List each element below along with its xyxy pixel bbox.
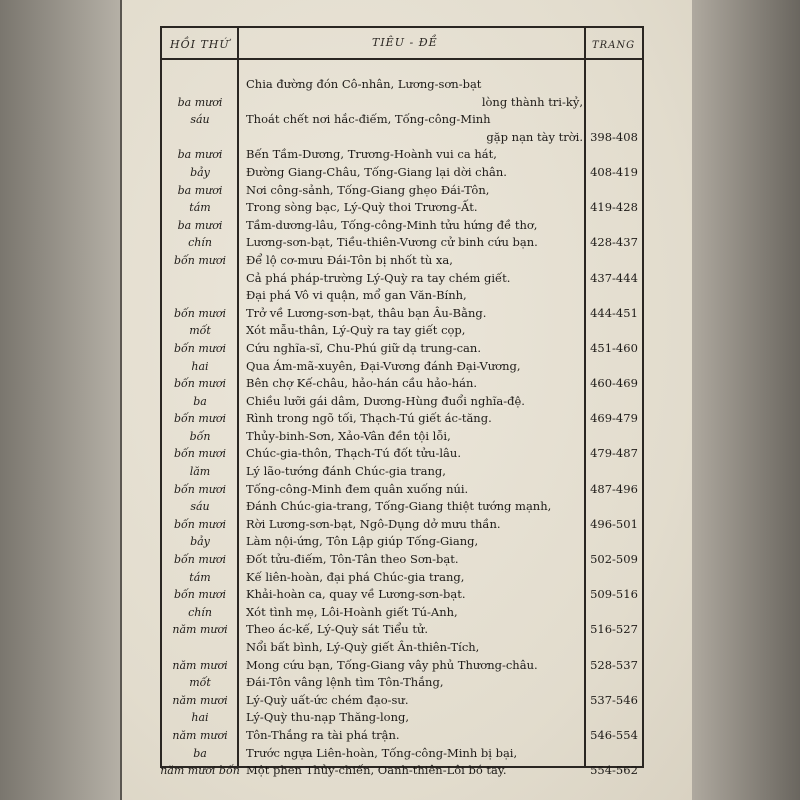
chapter-cell: chín: [188, 236, 212, 250]
chapter-cell: bốn mươi: [173, 377, 226, 391]
title-cell: Một phen Thủy-chiến, Oanh-thiên-Lôi bó tay.: [246, 763, 507, 778]
page-cell: [588, 146, 640, 164]
chapter-cell: bảy: [190, 535, 210, 549]
chapter-cell: bốn mươi: [173, 553, 226, 567]
title-cell: Chúc-gia-thôn, Thạch-Tú đốt tửu-lâu.: [246, 446, 461, 461]
background-right: [690, 0, 800, 800]
chapter-cell: ba mươi: [177, 95, 223, 109]
title-cell: Khải-hoàn ca, quay về Lương-sơn-bạt.: [246, 587, 466, 602]
chapter-cell: bốn mươi: [173, 482, 226, 496]
chapter-cell: năm mươi bốn: [160, 764, 240, 778]
page-cell: [588, 252, 640, 270]
title-cell: Để lộ cơ-mưu Đái-Tôn bị nhốt tù xa,: [246, 252, 453, 267]
chapter-cell: bốn mươi: [173, 306, 226, 320]
title-cell: Rình trong ngõ tối, Thạch-Tú giết ác-tăng.: [246, 411, 492, 426]
title-cell: lòng thành tri-kỷ,: [481, 94, 583, 109]
chapter-cell: tám: [189, 201, 211, 215]
page-cell: [588, 217, 640, 235]
chapter-cell: [160, 639, 240, 657]
title-cell: Qua Ám-mã-xuyên, Đại-Vương đánh Đại-Vương,: [246, 358, 521, 373]
chapter-cell: ba: [193, 394, 207, 408]
chapter-cell: bảy: [190, 165, 210, 179]
chapter-cell: [160, 76, 240, 94]
title-cell: Cứu nghĩa-sĩ, Chu-Phú giữ dạ trung-can.: [246, 340, 481, 355]
header-hoi-thu: HỒI THỨ: [170, 38, 230, 51]
page-cell: 516-527: [590, 622, 638, 637]
title-cell: Làm nội-ứng, Tôn Lập giúp Tống-Giang,: [246, 534, 479, 549]
title-cell: Đốt tửu-điếm, Tôn-Tân theo Sơn-bạt.: [246, 552, 459, 567]
title-cell: Chia đường đón Cô-nhân, Lương-sơn-bạt: [246, 77, 482, 91]
chapter-cell: năm mươi: [172, 623, 228, 637]
page-cell: 469-479: [590, 411, 638, 426]
chapter-cell: [160, 270, 240, 288]
page-column: [588, 76, 640, 780]
page-cell: [588, 182, 640, 200]
chapter-cell: bốn mươi: [173, 341, 226, 355]
chapter-cell: sáu: [190, 500, 210, 514]
page-cell: [588, 569, 640, 587]
page-cell: [588, 639, 640, 657]
title-cell: Bên chợ Kế-châu, hảo-hán cầu hảo-hán.: [246, 376, 478, 391]
title-cell: Nổi bất bình, Lý-Quỳ giết Ân-thiên-Tích,: [246, 640, 480, 654]
chapter-cell: hai: [191, 711, 209, 725]
page-cell: 528-537: [590, 657, 638, 672]
title-cell: Thủy-binh-Sơn, Xảo-Vân đền tội lỗi,: [246, 428, 451, 443]
chapter-column: [160, 76, 240, 780]
page-cell: [588, 428, 640, 446]
chapter-cell: năm mươi: [172, 658, 228, 672]
title-cell: Lý-Quỳ thu-nạp Thăng-long,: [246, 710, 410, 725]
page-cell: [588, 498, 640, 516]
title-cell: Đại phá Vô vi quận, mổ gan Văn-Bính,: [246, 288, 467, 303]
title-cell: Theo ác-kế, Lý-Quỳ sát Tiểu tử.: [246, 622, 429, 637]
chapter-cell: mốt: [189, 324, 211, 338]
chapter-cell: năm mươi: [172, 728, 228, 742]
page-cell: [588, 287, 640, 305]
page-cell: [588, 709, 640, 727]
page-cell: 496-501: [590, 516, 638, 531]
page-cell: 554-562: [590, 763, 638, 778]
page-cell: 537-546: [590, 692, 638, 707]
title-cell: Cả phá pháp-trường Lý-Quỳ ra tay chém giết.: [246, 270, 511, 285]
title-cell: Chiều lưỡi gái dâm, Dương-Hùng đuổi nghĩa-đệ.: [246, 393, 525, 408]
page-cell: 546-554: [590, 727, 638, 742]
title-cell: Mong cứu bạn, Tống-Giang vây phủ Thương-châu.: [246, 657, 538, 672]
page-cell: [588, 463, 640, 481]
title-cell: Nơi công-sảnh, Tống-Giang ghẹo Đái-Tôn,: [246, 182, 490, 197]
title-cell: Trong sòng bạc, Lý-Quỳ thoi Trương-Ất.: [246, 200, 478, 215]
page-cell: [588, 94, 640, 112]
chapter-cell: hai: [191, 359, 209, 373]
title-cell: Tống-công-Minh đem quân xuống núi.: [246, 481, 469, 496]
page-cell: 444-451: [590, 305, 638, 320]
page-cell: 437-444: [590, 270, 638, 285]
title-cell: Xót mẫu-thân, Lý-Quỳ ra tay giết cọp,: [246, 323, 466, 338]
page-cell: [588, 393, 640, 411]
title-cell: gặp nạn tày trời.: [486, 129, 583, 144]
chapter-cell: bốn mươi: [173, 588, 226, 602]
chapter-cell: tám: [189, 570, 211, 584]
title-cell: Đường Giang-Châu, Tống-Giang lại dời chân.: [246, 164, 507, 179]
chapter-cell: chín: [188, 605, 212, 619]
page-cell: 460-469: [590, 376, 638, 391]
title-cell: Lý lão-tướng đánh Chúc-gia trang,: [246, 464, 446, 479]
page-cell: 398-408: [590, 129, 638, 144]
chapter-cell: ba mươi: [177, 183, 223, 197]
title-cell: Trở về Lương-sơn-bạt, thâu bạn Âu-Bằng.: [246, 305, 487, 320]
background-left: [0, 0, 120, 800]
header-trang: TRANG: [592, 40, 636, 51]
chapter-cell: lăm: [189, 465, 211, 479]
page-cell: [588, 111, 640, 129]
page-cell: 487-496: [590, 481, 638, 496]
chapter-cell: [160, 287, 240, 305]
page-cell: 509-516: [590, 587, 638, 602]
chapter-cell: ba mươi: [177, 218, 223, 232]
page-cell: 502-509: [590, 552, 638, 567]
chapter-cell: bốn mươi: [173, 447, 226, 461]
chapter-cell: năm mươi: [172, 693, 228, 707]
page-cell: 419-428: [590, 200, 638, 215]
header-tieu-de: TIÊU - ĐỀ: [372, 36, 438, 49]
title-column: [240, 76, 587, 780]
chapter-cell: sáu: [190, 113, 210, 127]
page-cell: 428-437: [590, 235, 638, 250]
title-cell: Rời Lương-sơn-bạt, Ngô-Dụng dở mưu thần.: [246, 516, 501, 531]
page-cell: 408-419: [590, 164, 638, 179]
chapter-cell: ba mươi: [177, 148, 223, 162]
page-cell: [588, 358, 640, 376]
title-cell: Tầm-dương-lâu, Tống-công-Minh tửu hứng đề thơ,: [246, 217, 538, 232]
title-cell: Xót tình mẹ, Lôi-Hoành giết Tú-Anh,: [246, 604, 458, 619]
title-cell: Lương-sơn-bạt, Tiều-thiên-Vương cử binh cứu bạn.: [246, 235, 538, 250]
chapter-cell: [160, 129, 240, 147]
title-cell: Đái-Tôn vâng lệnh tìm Tôn-Thắng,: [246, 675, 444, 690]
title-cell: Lý-Quỳ uất-ức chém đạo-sư.: [246, 692, 409, 707]
page-cell: [588, 604, 640, 622]
title-cell: Đánh Chúc-gia-trang, Tống-Giang thiệt tướng mạnh,: [246, 499, 552, 514]
page-cell: [588, 745, 640, 763]
page-cell: [588, 322, 640, 340]
header-rule: [160, 58, 642, 60]
chapter-cell: mốt: [189, 676, 211, 690]
chapter-cell: bốn mươi: [173, 517, 226, 531]
page-cell: 451-460: [590, 340, 638, 355]
chapter-cell: bốn: [189, 429, 211, 443]
chapter-cell: bốn mươi: [173, 412, 226, 426]
title-cell: Thoát chết nơi hắc-điếm, Tống-công-Minh: [246, 112, 491, 127]
title-cell: Kế liên-hoàn, đại phá Chúc-gia trang,: [246, 569, 465, 584]
page-cell: [588, 674, 640, 692]
page-cell: 479-487: [590, 446, 638, 461]
page-cell: [588, 76, 640, 94]
chapter-cell: ba: [193, 746, 207, 760]
chapter-cell: bốn mươi: [173, 253, 226, 267]
page-cell: [588, 533, 640, 551]
title-cell: Bến Tầm-Dương, Trương-Hoành vui ca hát,: [246, 147, 497, 162]
title-cell: Trước ngựa Liên-hoàn, Tống-công-Minh bị bại,: [246, 745, 518, 760]
title-cell: Tôn-Thắng ra tài phá trận.: [246, 727, 400, 742]
